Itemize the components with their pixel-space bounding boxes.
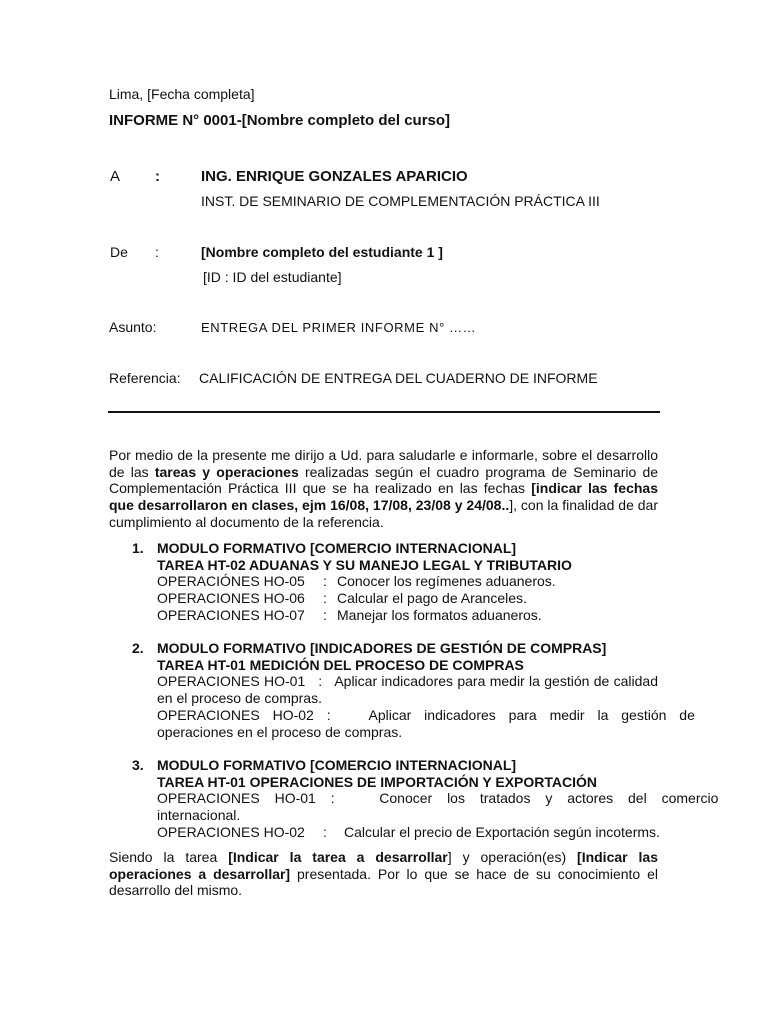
module-1-title: MODULO FORMATIVO [COMERCIO INTERNACIONAL]	[157, 540, 517, 556]
module-2-number: 2.	[132, 640, 144, 656]
to-name: ING. ENRIQUE GONZALES APARICIO	[201, 168, 468, 185]
op-colon: :	[323, 823, 327, 840]
place-date: Lima, [Fecha completa]	[109, 86, 255, 102]
module-3-op-1-line1: OPERACIONES HO-01 : Conocer los tratados y actores del comercio	[157, 790, 719, 807]
module-1-number: 1.	[132, 540, 144, 556]
op-text: Calcular el pago de Aranceles.	[337, 590, 527, 607]
report-title: INFORME N° 0001-[Nombre completo del curso]	[109, 112, 451, 129]
closing-bold-1: [Indicar la tarea a desarrollar	[228, 849, 448, 865]
closing-text-2: ] y operación(es)	[447, 849, 578, 865]
reference-label: Referencia:	[109, 370, 181, 386]
op-colon: :	[323, 606, 327, 623]
closing-bold-2: [Indicar las operaciones a desarrollar]	[109, 849, 658, 882]
intro-paragraph	[109, 447, 658, 531]
to-label: A	[110, 168, 121, 185]
module-2-op-2-line2: operaciones en el proceso de compras.	[157, 723, 403, 740]
intro-text-3: ], con la finalidad de dar cumplimiento al documento de la referencia.	[109, 497, 659, 530]
op-text: Conocer los regímenes aduaneros.	[337, 573, 556, 590]
intro-text-1: Por medio de la presente me dirijo a Ud. para saludarle e informarle, sobre el desarrollo de las	[109, 447, 658, 480]
module-3-number: 3.	[132, 757, 144, 773]
op-text: Manejar los formatos aduaneros.	[337, 606, 542, 623]
module-2-op-1-line2: en el proceso de compras.	[157, 690, 322, 707]
module-3-task: TAREA HT-01 OPERACIONES DE IMPORTACIÓN Y EXPORTACIÓN	[157, 773, 598, 790]
module-2	[157, 640, 695, 740]
op-label: OPERACIÓNES HO-05	[157, 573, 305, 590]
op-label: OPERACIONES HO-02	[157, 823, 305, 840]
to-colon: :	[155, 168, 160, 185]
module-1-op-3	[157, 607, 658, 624]
op-colon: :	[323, 590, 327, 607]
from-name: [Nombre completo del estudiante 1 ]	[201, 244, 443, 260]
closing-text-3: presentada. Por lo que se hace de su conocimiento el desarrollo del mismo.	[109, 865, 658, 899]
subject-label: Asunto:	[109, 319, 157, 335]
module-3-title: MODULO FORMATIVO [COMERCIO INTERNACIONAL]	[157, 757, 517, 773]
module-2-title: MODULO FORMATIVO [INDICADORES DE GESTIÓN DE COMPRAS]	[157, 640, 607, 656]
module-2-op-1-line1: OPERACIONES HO-01 : Aplicar indicadores para medir la gestión de calidad	[157, 673, 658, 690]
module-1	[157, 540, 658, 624]
intro-text-2: realizadas según el cuadro programa de Seminario de Complementación Práctica III que se ha realizado en las fechas	[109, 463, 659, 497]
intro-bold-1: tareas y operaciones	[154, 463, 299, 480]
module-3-op-2	[157, 824, 658, 841]
closing-text-1: Siendo la tarea	[109, 849, 229, 865]
intro-bold-2: [indicar las fechas que desarrollaron en clases, ejm 16/08, 17/08, 23/08 y 24/08..	[109, 480, 659, 514]
module-3-op-1-line2: internacional.	[157, 807, 241, 824]
closing-paragraph	[109, 849, 658, 899]
module-2-task: TAREA HT-01 MEDICIÓN DEL PROCESO DE COMPRAS	[157, 656, 524, 673]
module-1-op-1	[157, 573, 658, 590]
op-colon: :	[323, 573, 327, 590]
from-id: [ID : ID del estudiante]	[203, 269, 342, 285]
op-label: OPERACIONES HO-06	[157, 590, 305, 607]
to-position: INST. DE SEMINARIO DE COMPLEMENTACIÓN PRÁCTICA III	[201, 193, 600, 209]
from-label: De	[110, 244, 128, 260]
from-colon: :	[155, 244, 159, 260]
module-2-op-2-line1: OPERACIONES HO-02 : Aplicar indicadores para medir la gestión de	[157, 706, 695, 723]
op-text: Calcular el precio de Exportación según incoterms.	[344, 823, 660, 840]
op-label: OPERACIONES HO-07	[157, 606, 305, 623]
module-3	[157, 757, 719, 841]
module-1-op-2	[157, 590, 658, 607]
reference-value: CALIFICACIÓN DE ENTREGA DEL CUADERNO DE INFORME	[199, 370, 598, 386]
module-1-task: TAREA HT-02 ADUANAS Y SU MANEJO LEGAL Y TRIBUTARIO	[157, 556, 572, 573]
separator-line	[108, 411, 660, 413]
subject-value: ENTREGA DEL PRIMER INFORME N° ……	[201, 320, 477, 335]
